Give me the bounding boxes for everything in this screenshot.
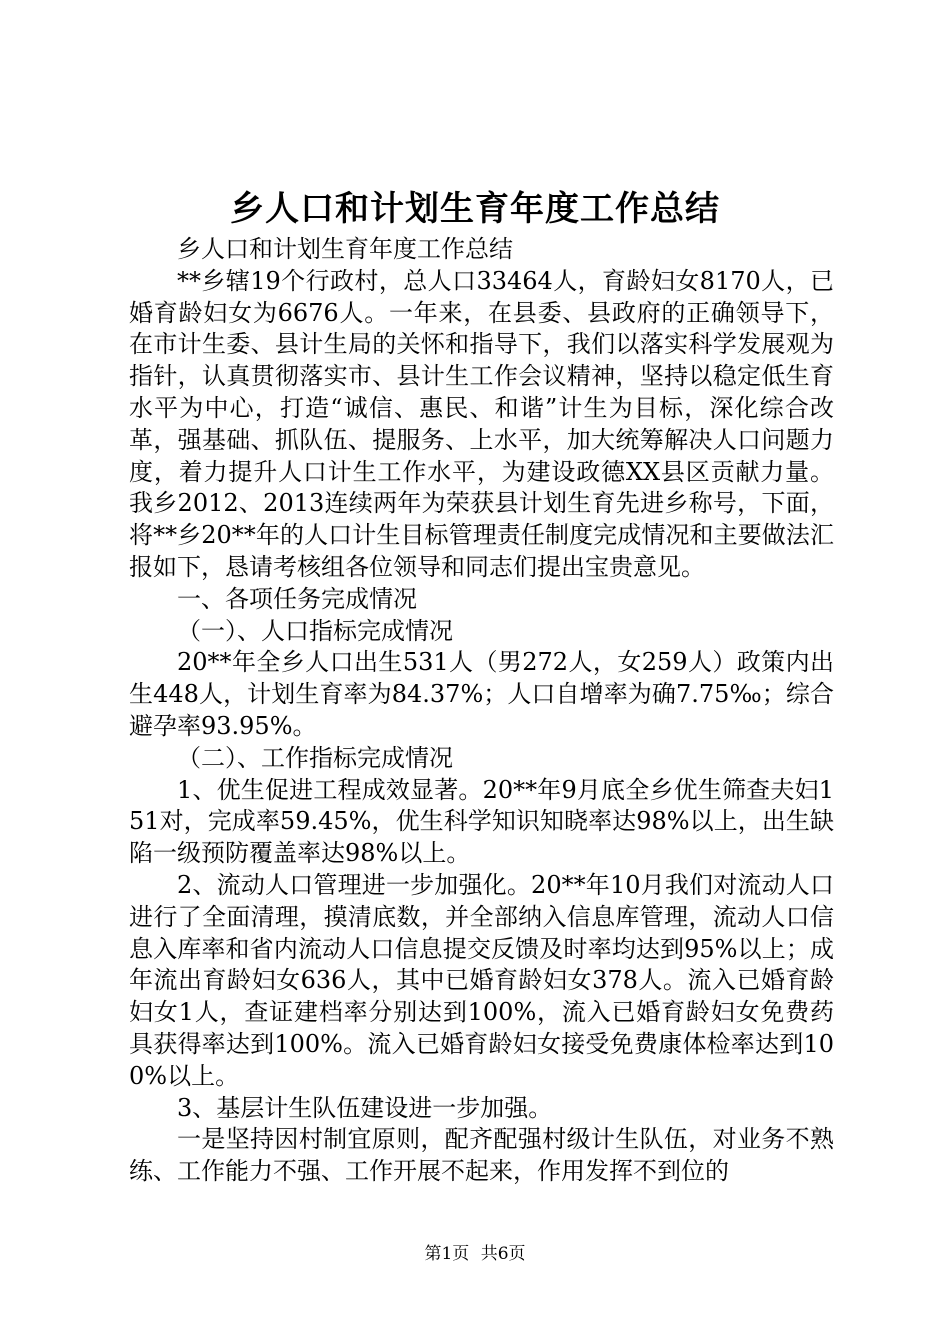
paragraph-item-3-detail: 一是坚持因村制宜原则，配齐配强村级计生队伍，对业务不熟练、工作能力不强、工作开展不起来，作用发挥不到位的 (129, 1125, 834, 1186)
subsection-heading-2: （二）、工作指标完成情况 (177, 743, 453, 772)
paragraph-item-3: 3、基层计生队伍建设进一步加强。 (177, 1093, 553, 1122)
document-body (129, 234, 834, 1188)
page-total: 共6页 (480, 1244, 526, 1264)
paragraph-intro: **乡辖19个行政村，总人口33464人，育龄妇女8170人，已婚育龄妇女为6676人。一年来，在县委、县政府的正确领导下，在市计生委、县计生局的关怀和指导下，我们以落实科学发展观为指针，认真贯彻落实市、县计生工作会议精神，坚持以稳定低生育水平为中心，打造“诚信、惠民、和谐”计生为目标，深化综合改革，强基础、抓队伍、提服务、上水平，加大统筹解决人口问题力度，着力提升人口计生工作水平，为建设政德XX县区贡献力量。我乡2012、2013连续两年为荣获县计划生育先进乡称号，下面，将**乡20**年的人口计生目标管理责任制度完成情况和主要做法汇报如下，恳请考核组各位领导和同志们提出宝贵意见。 (129, 266, 834, 581)
paragraph-item-2: 2、流动人口管理进一步加强化。20**年10月我们对流动人口进行了全面清理，摸清底数，并全部纳入信息库管理，流动人口信息入库率和省内流动人口信息提交反馈及时率均达到95%以上；成年流出育龄妇女636人，其中已婚育龄妇女378人。流入已婚育龄妇女1人，查证建档率分别达到100%，流入已婚育龄妇女免费药具获得率达到100%。流入已婚育龄妇女接受免费康体检率达到100%以上。 (129, 870, 834, 1090)
section-heading-1: 一、各项任务完成情况 (177, 584, 417, 613)
page-footer (0, 1243, 950, 1265)
paragraph-population: 20**年全乡人口出生531人（男272人，女259人）政策内出生448人，计划生育率为84.37%；人口自增率为确7.75‰；综合避孕率93.95%。 (129, 648, 834, 740)
page-number: 第1页 (424, 1244, 470, 1264)
paragraph-subtitle: 乡人口和计划生育年度工作总结 (177, 235, 513, 263)
subsection-heading-1: （一）、人口指标完成情况 (177, 616, 453, 645)
paragraph-item-1: 1、优生促进工程成效显著。20**年9月底全乡优生筛查夫妇151对，完成率59.45%，优生科学知识知晓率达98%以上，出生缺陷一级预防覆盖率达98%以上。 (129, 775, 834, 868)
document-title: 乡人口和计划生育年度工作总结 (230, 189, 720, 229)
